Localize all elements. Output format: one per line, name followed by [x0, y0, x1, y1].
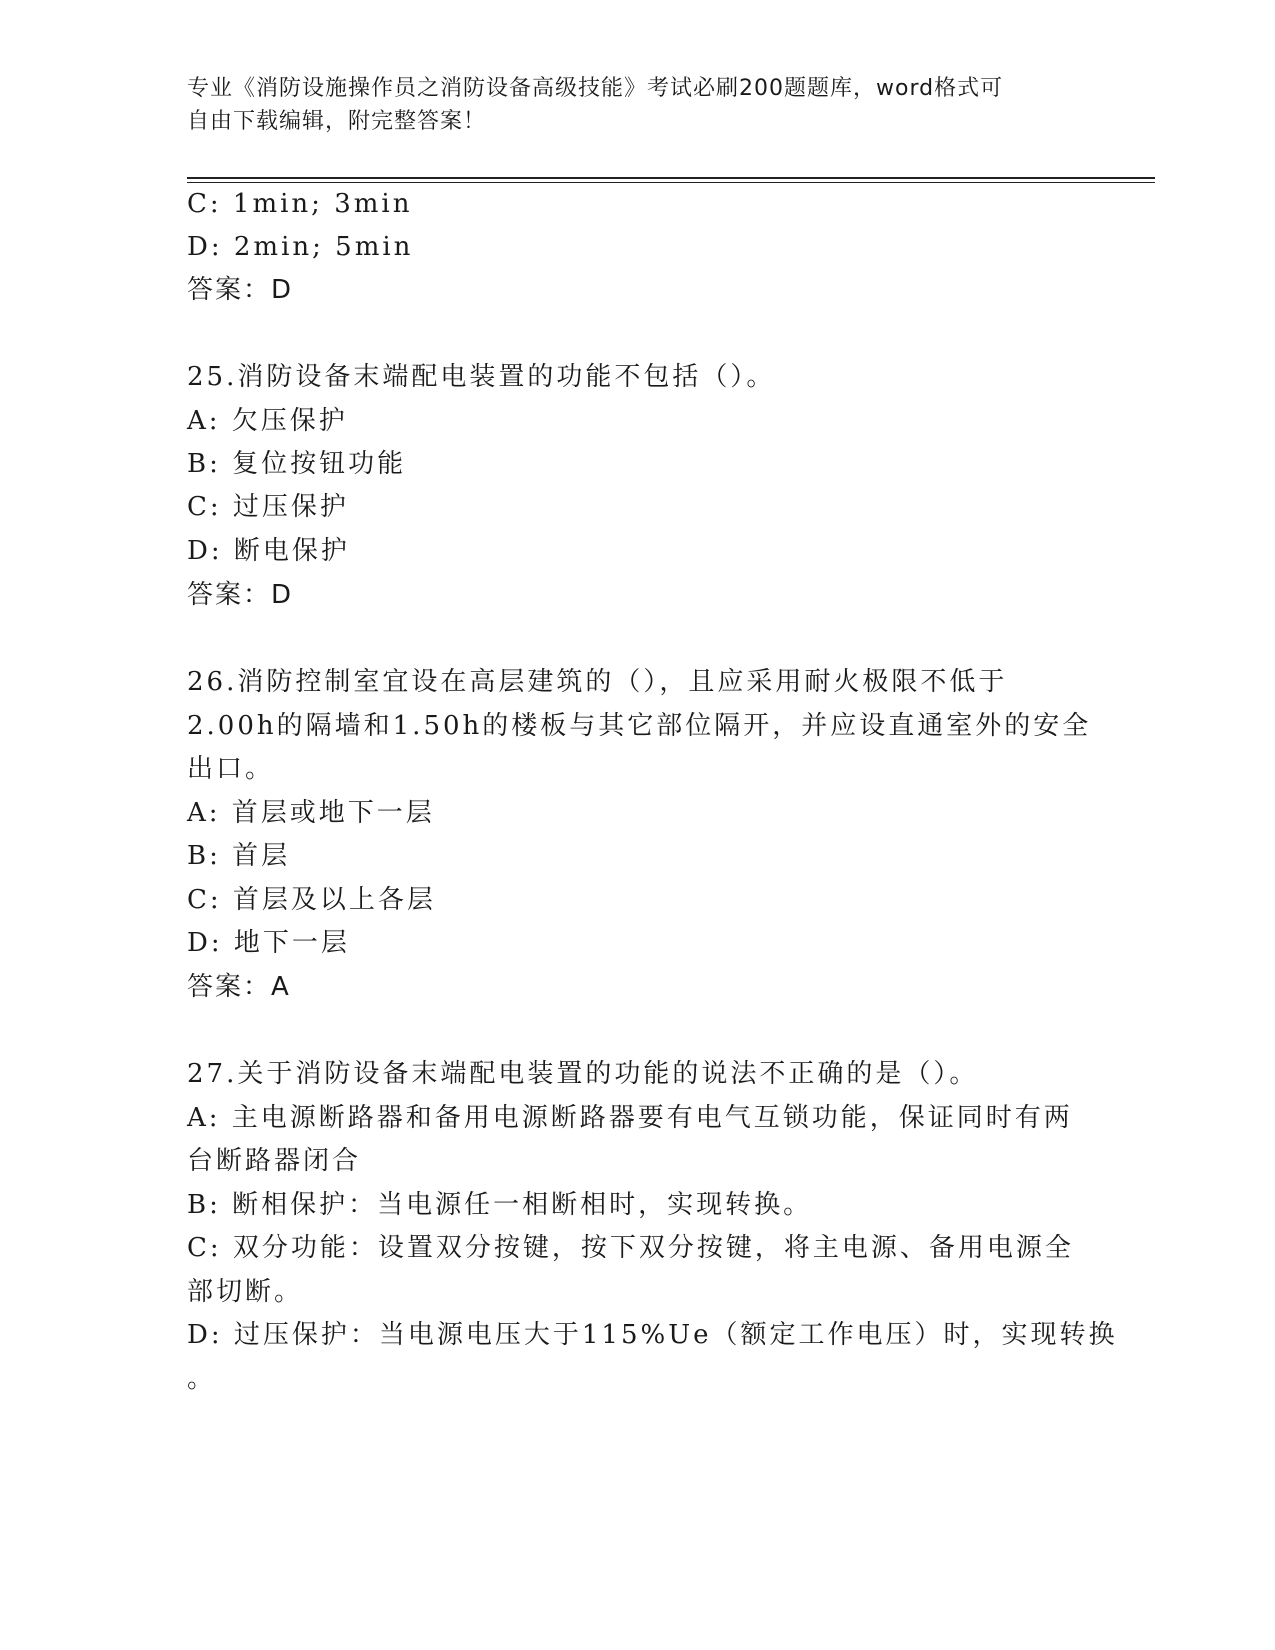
q25-option-b: B: 复位按钮功能: [187, 449, 407, 479]
header-line-1: 专业《消防设施操作员之消防设备高级技能》考试必刷200题题库，word格式可: [187, 76, 1004, 101]
q27-option-c-line-1: C: 双分功能：设置双分按键，按下双分按键，将主电源、备用电源全: [187, 1233, 1074, 1263]
q25-answer: 答案：D: [187, 580, 294, 610]
q26-option-c: C: 首层及以上各层: [187, 885, 436, 915]
q27-option-b: B: 断相保护：当电源任一相断相时，实现转换。: [187, 1190, 813, 1220]
q27-option-a-line-1: A: 主电源断路器和备用电源断路器要有电气互锁功能，保证同时有两: [187, 1103, 1073, 1133]
header-line-2: 自由下载编辑，附完整答案！: [187, 109, 487, 134]
prev-option-c: C: 1min; 3min: [187, 189, 413, 219]
q25-option-d: D: 断电保护: [187, 536, 350, 566]
header-rule-thick: [187, 177, 1155, 179]
q26-option-d: D: 地下一层: [187, 928, 350, 958]
q27-option-c-line-2: 部切断。: [187, 1277, 304, 1307]
prev-answer: 答案：D: [187, 275, 294, 305]
q26-option-b: B: 首层: [187, 841, 291, 871]
q27-stem: 27.关于消防设备末端配电装置的功能的说法不正确的是（）。: [187, 1059, 979, 1089]
q26-option-a: A: 首层或地下一层: [187, 798, 435, 828]
header-rule-thin: [187, 182, 1155, 183]
q26-stem-line-3: 出口。: [187, 754, 275, 784]
q27-option-d-line-1: D: 过压保护：当电源电压大于115%Ue（额定工作电压）时，实现转换: [187, 1320, 1118, 1350]
q26-answer: 答案：A: [187, 972, 291, 1002]
q27-option-d-line-2: 。: [187, 1364, 217, 1394]
q27-option-a-line-2: 台断路器闭合: [187, 1146, 362, 1176]
q26-stem-line-2: 2.00h的隔墙和1.50h的楼板与其它部位隔开，并应设直通室外的安全: [187, 711, 1092, 741]
q25-option-c: C: 过压保护: [187, 492, 349, 522]
document-header: [187, 72, 1067, 138]
q25-stem: 25.消防设备末端配电装置的功能不包括（）。: [187, 362, 776, 392]
prev-option-d: D: 2min; 5min: [187, 232, 414, 262]
q25-option-a: A: 欠压保护: [187, 406, 348, 436]
q26-stem-line-1: 26.消防控制室宜设在高层建筑的（），且应采用耐火极限不低于: [187, 667, 1008, 697]
